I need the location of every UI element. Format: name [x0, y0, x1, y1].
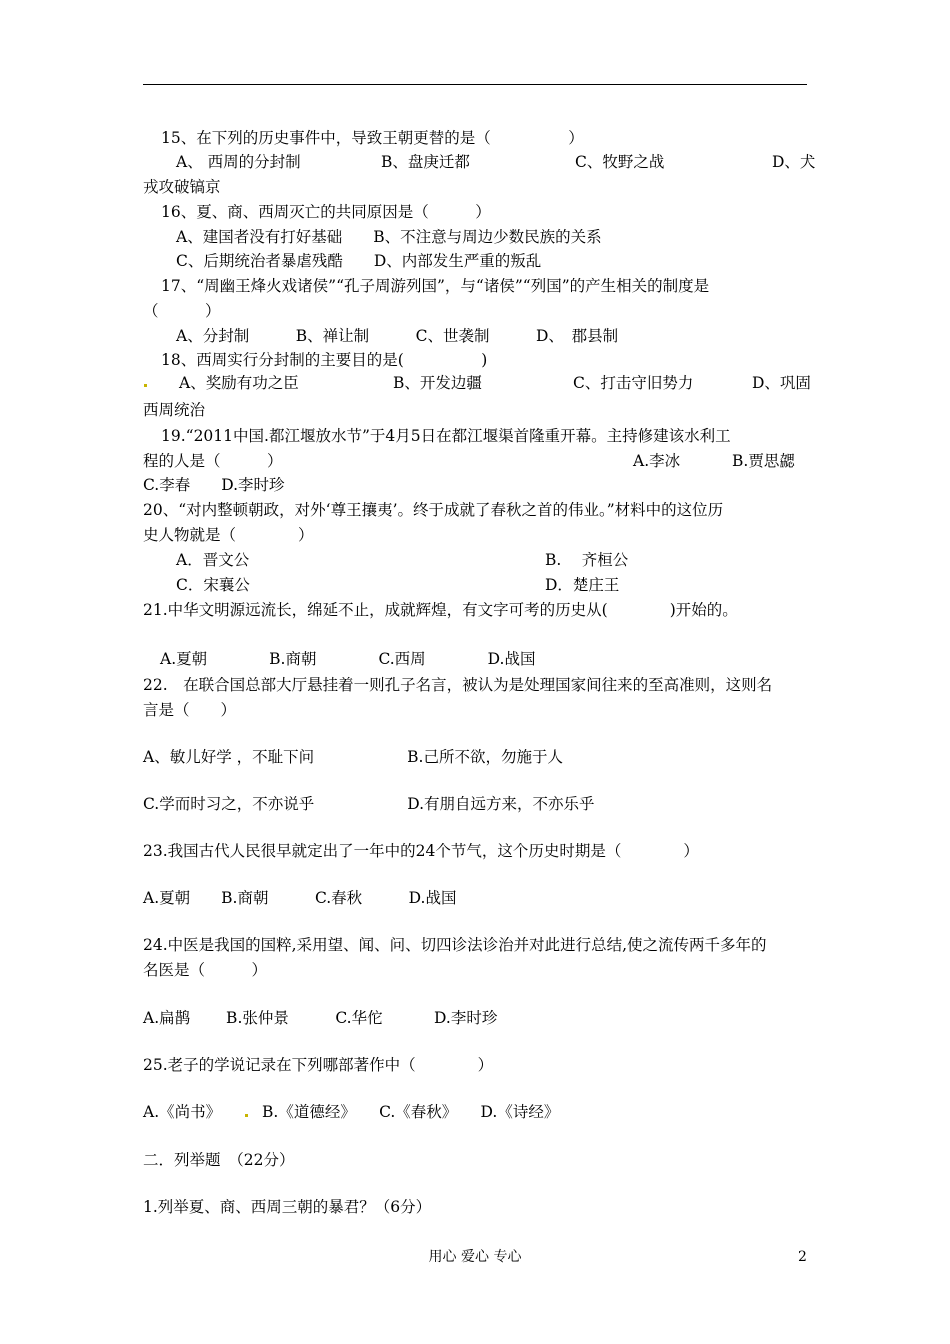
q21-options: A.夏朝 B.商朝 C.西周 D.战国 [160, 650, 536, 668]
q17-stem: 17、“周幽王烽火戏诸侯”“孔子周游列国”，与“诸侯”“列国”的产生相关的制度是 [161, 277, 710, 295]
page-footer: 用心 爱心 专心 [428, 1249, 522, 1265]
q25-option-a: A.《尚书》 [143, 1103, 222, 1121]
q17-answer-paren: （ ） [143, 302, 221, 320]
q19-stem-line2: 程的人是（ ） [143, 452, 283, 470]
q15-option-d: D、犬 [772, 153, 816, 171]
q19-stem-line1: 19.“2011中国.都江堰放水节”于4月5日在都江堰渠首隆重开幕。主持修建该水利工 [161, 427, 731, 445]
q18-option-b: B、开发边疆 [393, 374, 482, 392]
header-rule [143, 84, 807, 85]
q20-option-b: B. 齐桓公 [545, 551, 629, 569]
q16-options-cd: C、后期统治者暴虐残酷 D、内部发生严重的叛乱 [176, 252, 542, 270]
q25-stem: 25.老子的学说记录在下列哪部著作中（ ） [143, 1056, 494, 1074]
q22-stem-line2: 言是（ ） [143, 701, 237, 719]
q16-options-ab: A、建国者没有打好基础 B、不注意与周边少数民族的关系 [176, 228, 602, 246]
q15-option-d-continued: 戎攻破镐京 [143, 178, 221, 196]
q18-option-d: D、巩固 [752, 374, 811, 392]
q22-options-ab: A、敏儿好学 ，不耻下问 B.己所不欲，勿施于人 [143, 748, 563, 766]
q20-option-d: D．楚庄王 [545, 576, 620, 594]
q21-stem: 21.中华文明源远流长，绵延不止，成就辉煌，有文字可考的历史从( )开始的。 [143, 601, 738, 619]
stray-mark [144, 384, 147, 387]
q23-stem: 23.我国古代人民很早就定出了一年中的24个节气，这个历史时期是（ ） [143, 842, 699, 860]
q17-options: A、分封制 B、禅让制 C、世袭制 D、 郡县制 [176, 327, 619, 345]
q19-option-b: B.贾思勰 [732, 452, 795, 470]
section2-q1: 1.列举夏、商、西周三朝的暴君？（6分） [143, 1198, 432, 1216]
q22-options-cd: C.学而时习之，不亦说乎 D.有朋自远方来，不亦乐乎 [143, 795, 595, 813]
q18-option-a: A、奖励有功之臣 [179, 374, 299, 392]
page-number: 2 [798, 1249, 807, 1265]
q15-stem: 15、在下列的历史事件中，导致王朝更替的是（ ） [161, 129, 584, 147]
q16-stem: 16、夏、商、西周灭亡的共同原因是（ ） [161, 203, 491, 221]
q24-stem-line1: 24.中医是我国的国粹,采用望、闻、问、切四诊法诊治并对此进行总结,使之流传两千多年的 [143, 936, 767, 954]
q19-options-cd: C.李春 D.李时珍 [143, 476, 285, 494]
q19-option-a: A.李冰 [633, 452, 681, 470]
q18-option-c: C、打击守旧势力 [573, 374, 694, 392]
stray-mark [245, 1114, 248, 1117]
q15-option-a: A、 西周的分封制 [176, 153, 301, 171]
q20-option-c: C．宋襄公 [176, 576, 250, 594]
q24-stem-line2: 名医是（ ） [143, 961, 268, 979]
q24-options: A.扁鹊 B.张仲景 C.华佗 D.李时珍 [143, 1009, 498, 1027]
q15-option-b: B、盘庚迁都 [381, 153, 470, 171]
q22-stem-line1: 22. 在联合国总部大厅悬挂着一则孔子名言，被认为是处理国家间往来的至高准则，这则名 [143, 676, 773, 694]
q15-option-c: C、牧野之战 [575, 153, 665, 171]
section2-title: 二．列举题 （22分） [143, 1151, 295, 1169]
q23-options: A.夏朝 B.商朝 C.春秋 D.战国 [143, 889, 457, 907]
q20-stem-line2: 史人物就是（ ） [143, 526, 314, 544]
q18-option-d-continued: 西周统治 [143, 401, 206, 419]
q18-stem: 18、西周实行分封制的主要目的是( ) [161, 351, 488, 369]
q20-stem-line1: 20、“对内整顿朝政，对外‘尊王攘夷’。终于成就了春秋之首的伟业。”材料中的这位历 [143, 501, 724, 519]
q20-option-a: A．晋文公 [176, 551, 250, 569]
q25-options-bcd: B.《道德经》 C.《春秋》 D.《诗经》 [262, 1103, 560, 1121]
